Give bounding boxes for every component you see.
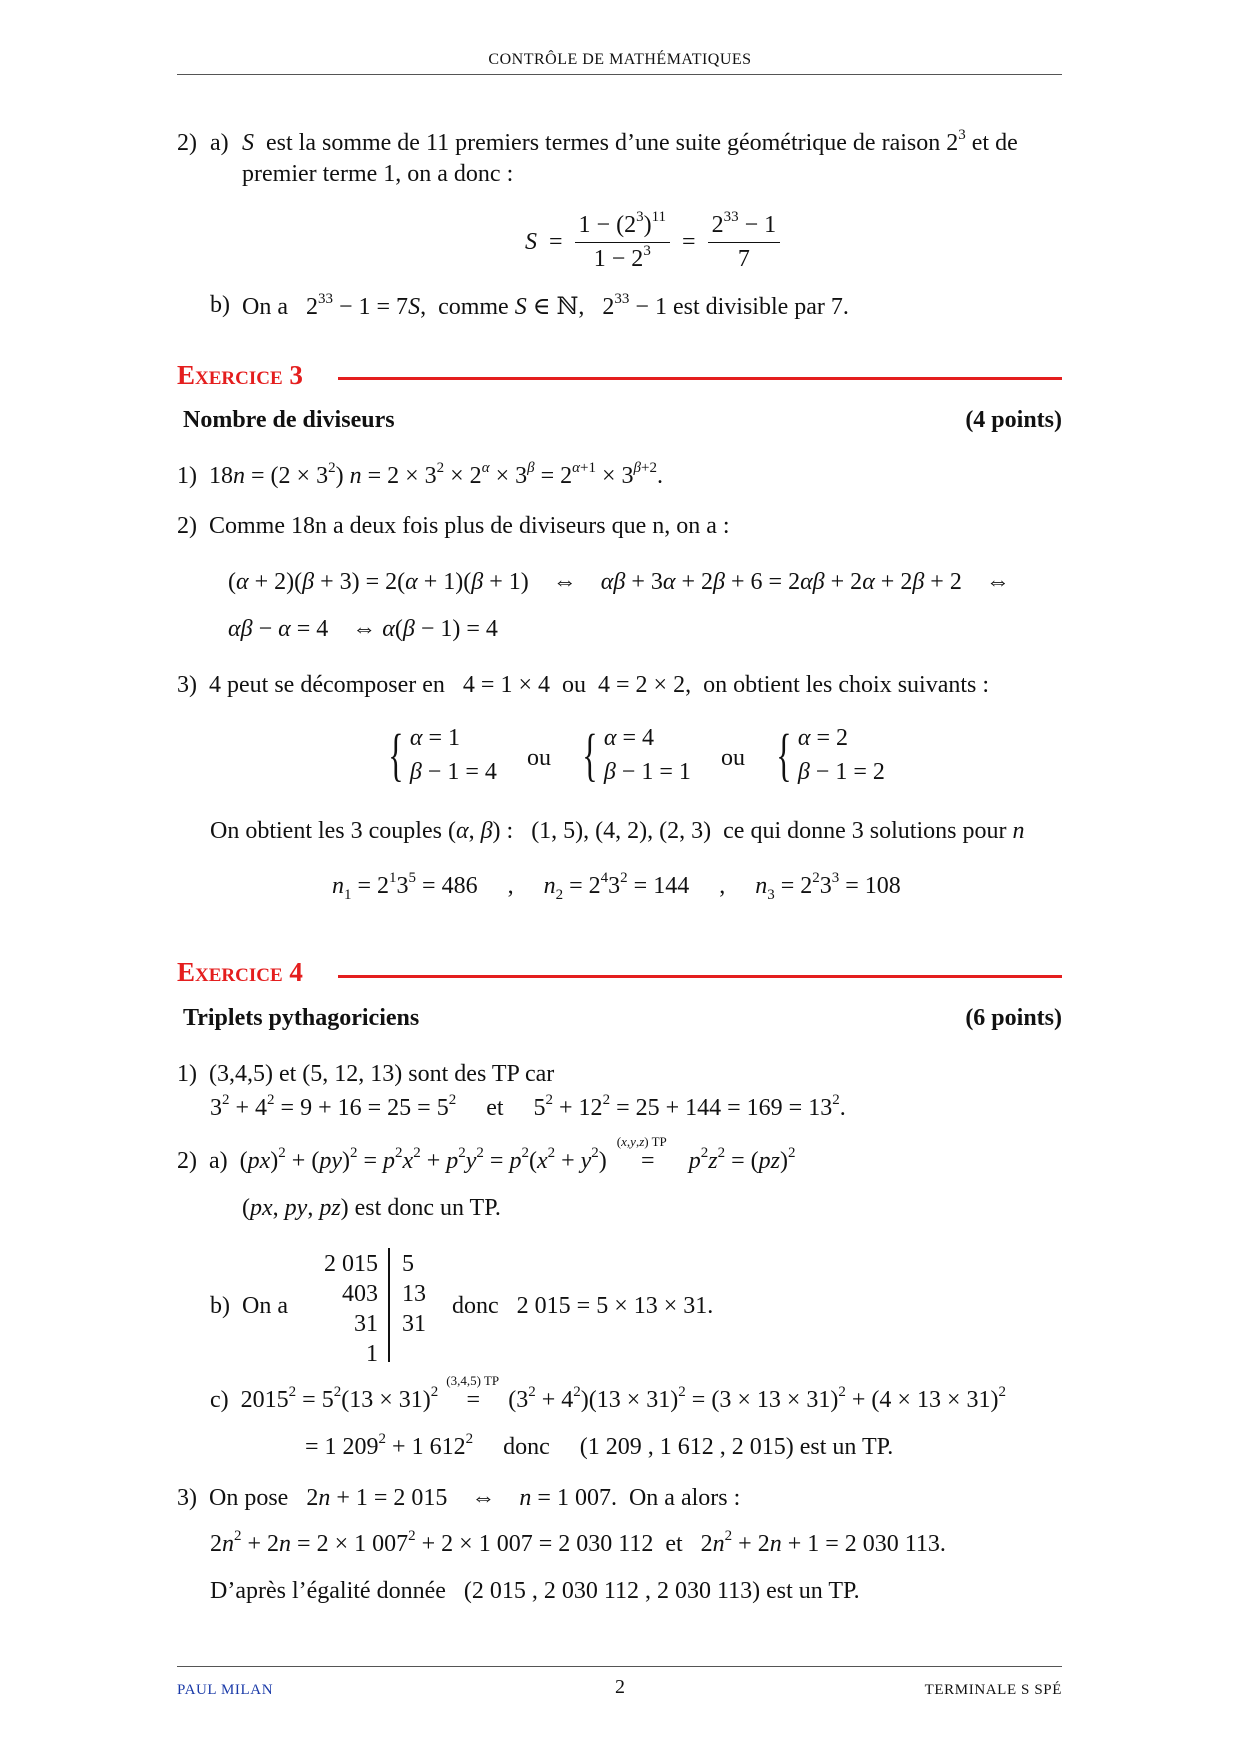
ex3-system-1: { α = 1 β − 1 = 4 bbox=[388, 722, 497, 787]
ex4-q2a: 2) a) $(px)^2 + (py)^2 = p^2x^2 + p^2y^2 = p^2(x^2 + y^2)$ (x,y,z) TP = $p^2z^2 = (pz)^2$ bbox=[177, 1134, 796, 1174]
ex4-q2b-on-a: On a bbox=[242, 1293, 288, 1319]
page-header-title: CONTRÔLE DE MATHÉMATIQUES bbox=[488, 51, 752, 68]
exercise-3-rule bbox=[338, 377, 1062, 380]
division-right-2: 31 bbox=[402, 1311, 426, 1337]
ex4-q3-line3 bbox=[210, 1578, 860, 1605]
ex3-ou-1: ou bbox=[527, 745, 551, 771]
ex3-couples-text: On obtient les 3 couples bbox=[210, 818, 442, 844]
ex3-couples: On obtient les 3 couples (α, β) : (1, 5), (4, 2), (2, 3) ce qui donne 3 solutions pour n bbox=[210, 818, 1025, 844]
exercise-3-points: (4 points) bbox=[965, 407, 1062, 433]
division-bar bbox=[388, 1248, 390, 1362]
ex3-n3-value: 108 bbox=[864, 873, 901, 899]
ex3-ou-2: ou bbox=[721, 745, 745, 771]
ex2-q2a-text: est la somme de 11 premiers termes d’une suite géométrique de raison 2 bbox=[266, 130, 959, 156]
ex4-q1-et: et bbox=[486, 1095, 504, 1121]
footer-page-number: 2 bbox=[615, 1676, 625, 1698]
ex2-q2-num: 2) bbox=[177, 130, 197, 156]
exercise-4-subtitle: Triplets pythagoriciens bbox=[183, 1005, 420, 1031]
ex3-q3-ou: ou bbox=[562, 672, 586, 698]
exercise-4-points: (6 points) bbox=[965, 1005, 1062, 1031]
ex4-q2c-line2: = 1 $209^2 + 1$ $612^2$ donc (1 209 , 1 612 , 2 015) est un TP. bbox=[305, 1431, 894, 1460]
footer-class: TERMINALE S SPÉ bbox=[924, 1682, 1062, 1698]
ex4-q2a-conclusion: (px, py, pz) est donc un TP. bbox=[242, 1195, 501, 1221]
division-left-2: 31 bbox=[354, 1311, 378, 1337]
division-right-0: 5 bbox=[402, 1251, 414, 1277]
division-left-1: 403 bbox=[342, 1281, 378, 1307]
ex3-q3-text-end: on obtient les choix suivants : bbox=[703, 672, 990, 698]
ex4-q2c: c) $2015^2 = 5^2(13 \times 31)^2$ (3,4,5) TP = $(3^2 + 4^2)(13 \times 31)^2 = (3 \times 13 \times 31)^2 + (4 \times 13 \times 31)^2$ bbox=[210, 1373, 1006, 1413]
footer-author: PAUL MILAN bbox=[177, 1682, 274, 1698]
ex4-q3-apres: D’après l’égalité donnée bbox=[210, 1578, 446, 1604]
ex2-q2b-conclusion: est divisible par 7. bbox=[672, 294, 849, 320]
footer-rule bbox=[177, 1666, 1062, 1667]
ex2-q2a-label: a) bbox=[210, 130, 229, 156]
division-left-3: 1 bbox=[366, 1341, 378, 1367]
ex2-sum-formula: S = $\frac{1 - (2^3)^{11}}{1 - 2^3}$ = $\frac{2^{33} - 1}{7}$ bbox=[525, 212, 780, 273]
ex2-q2b-label: b) bbox=[210, 292, 230, 318]
ex4-q2c-result: (1 209 , 1 612 , 2 015) est un TP. bbox=[579, 1434, 894, 1460]
ex3-q3: 3) 4 peut se décomposer en 4 = 1 × 4 ou 4 = 2 × 2, on obtient les choix suivants : bbox=[177, 672, 990, 698]
ex4-q2c-donc: donc bbox=[503, 1434, 550, 1460]
ex4-q3-alors: On a alors : bbox=[628, 1485, 741, 1511]
exercise-3-subtitle: Nombre de diviseurs bbox=[183, 407, 395, 433]
ex3-q3-text: 4 peut se décomposer en bbox=[209, 672, 445, 698]
ex2-q2a-text-end: et de bbox=[971, 130, 1018, 156]
ex3-couples-text-end: ce qui donne 3 solutions pour bbox=[723, 818, 1007, 844]
ex4-q2b-result bbox=[452, 1293, 713, 1320]
ex2-q2a-line1: S est la somme de 11 premiers termes d’une suite géométrique de raison $2^3$ et de bbox=[242, 127, 1018, 156]
ex4-q3-pose: On pose bbox=[209, 1485, 289, 1511]
ex3-q2-text: Comme 18n a deux fois plus de diviseurs que n, on a : bbox=[209, 513, 730, 539]
ex4-q3-triplet: (2 015 , 2 030 112 , 2 030 113) est un TP. bbox=[463, 1578, 860, 1604]
ex4-q2a-concl-text: est donc un TP. bbox=[354, 1195, 501, 1221]
ex4-q1: 1) (3,4,5) et (5, 12, 13) sont des TP car bbox=[177, 1061, 555, 1087]
division-left-col bbox=[315, 1249, 378, 1369]
ex4-q1-text: (3,4,5) et (5, 12, 13) sont des TP car bbox=[209, 1061, 555, 1087]
ex2-q2a-line2: premier terme 1, on a donc : bbox=[242, 161, 514, 187]
exercise-4-title: Exercice 4 bbox=[177, 957, 303, 987]
ex4-q2b-donc: donc bbox=[452, 1293, 499, 1319]
ex2-q2b-on-a: On a bbox=[242, 294, 288, 320]
division-right-1: 13 bbox=[402, 1281, 426, 1307]
exercise-3-title: Exercice 3 bbox=[177, 360, 303, 390]
ex3-equation-1: (α + 2)(β + 3) = 2(α + 1)(β + 1) ⇔ αβ + 3α + 2β + 6 = 2αβ + 2α + 2β + 2 ⇔ bbox=[228, 569, 1010, 595]
ex4-q3-line2: $2n^2 + 2n = 2 \times 1$ $007^2 + 2 \times 1$ 007 = 2 030 112 et $2n^2 + 2n + 1 = 2$ 030 113. bbox=[210, 1528, 946, 1557]
ex3-solutions: $n_1 = 2^13^5 = 486$ , $n_2 = 2^43^2 = 144$ , $n_3 = 2^23^3 = 108$ bbox=[332, 870, 901, 903]
ex2-q2b-line: On a $2^{33} - 1 = 7S$, comme S ∈ ℕ, $2^{33} - 1$ est divisible par 7. bbox=[242, 291, 849, 320]
ex2-q2b-comme: comme bbox=[438, 294, 509, 320]
ex3-n1-value: 486 bbox=[441, 873, 478, 899]
ex3-q1: 1) $18n = (2 \times 3^2)$ $n = 2 \times 3^2 \times 2^\alpha \times 3^\beta = 2^{\alpha+1} \times 3^{\beta+2}$. bbox=[177, 460, 663, 489]
ex3-q2: 2) Comme 18n a deux fois plus de diviseurs que n, on a : bbox=[177, 513, 730, 539]
division-right-col bbox=[402, 1249, 426, 1339]
ex4-q1-equation: $3^2 + 4^2 = 9 + 16 = 25 = 5^2$ et $5^2 + 12^2 = 25 + 144 = 169 = 13^2$. bbox=[210, 1092, 846, 1121]
ex3-system-2: { α = 4 β − 1 = 1 bbox=[582, 722, 691, 787]
header-rule bbox=[177, 74, 1062, 75]
ex4-q2b-label: b) On a bbox=[210, 1293, 288, 1319]
ex3-system-3: { α = 2 β − 1 = 2 bbox=[776, 722, 885, 787]
exercise-4-rule bbox=[338, 975, 1062, 978]
ex4-q2b-result-text: 2 015 = 5 × 13 × 31. bbox=[516, 1293, 714, 1319]
division-left-0: 2 015 bbox=[324, 1251, 378, 1277]
ex4-q3: 3) On pose 2n + 1 = 2 015 ⇔ n = 1 007. On a alors : bbox=[177, 1485, 741, 1511]
ex3-n2-value: 144 bbox=[653, 873, 690, 899]
ex3-equation-2: αβ − α = 4 ⇔ α(β − 1) = 4 bbox=[228, 616, 498, 642]
